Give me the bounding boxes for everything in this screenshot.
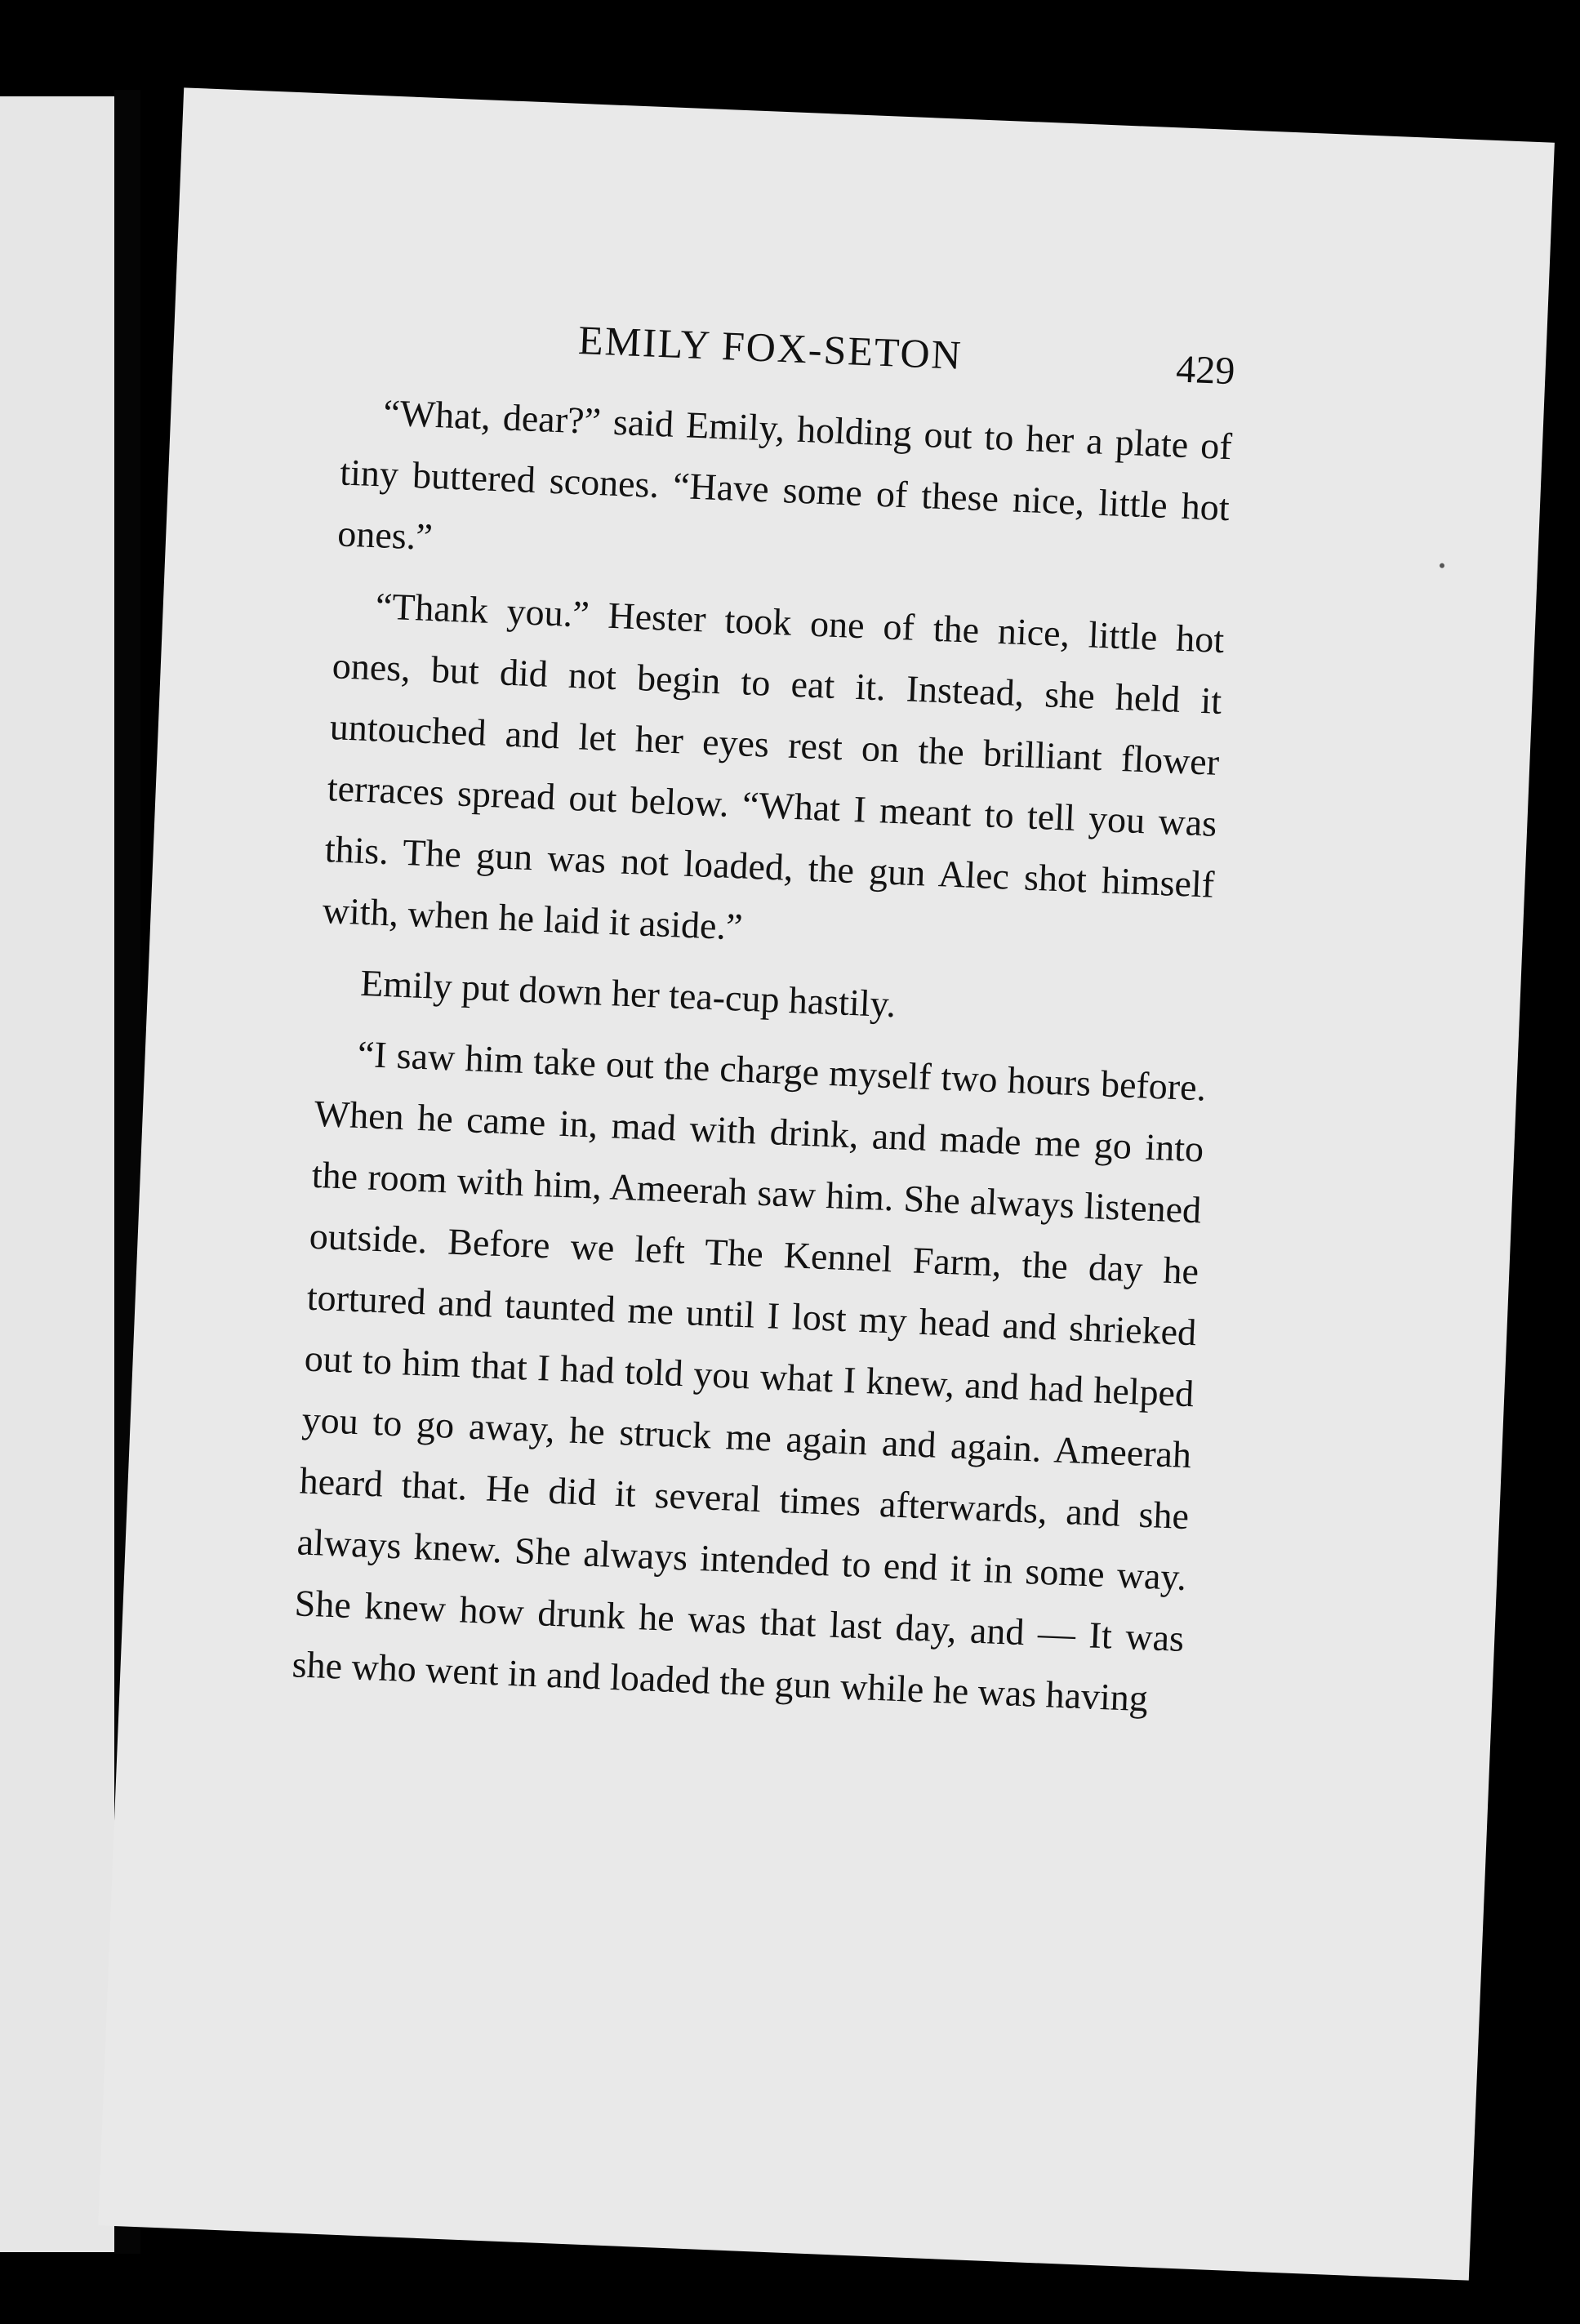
paragraph: “What, dear?” said Emily, holding out to her a plate of tiny buttered scones. “Have some of these nice, little hot ones.” bbox=[336, 391, 1233, 558]
paragraph: “I saw him take out the charge myself two hours before. When he came in, mad with drink, and made me go into the room with him, Ameerah saw him. She always listened outside. Before we left The Kennel Farm, the day he tortured and taunted me until I lost my head and shrieked out to him that I had told you what I knew, and had helped you to go away, he struck me again and again. Ameerah heard that. He did it several times afterwards, and she always knew. She always intended to end it in some way. She knew how drunk he was that last day, and — It was she who went in and loaded the gun while he was having bbox=[291, 1032, 1208, 1720]
page-number: 429 bbox=[1175, 347, 1236, 394]
running-title: EMILY FOX-SETON bbox=[577, 316, 964, 378]
page-content bbox=[291, 299, 1236, 1730]
body-text bbox=[291, 380, 1233, 1730]
scan-speck bbox=[1440, 563, 1444, 568]
paragraph: “Thank you.” Hester took one of the nice, little hot ones, but did not begin to eat it. Instead, she held it untouched and let her eyes rest on the brilliant flower terraces spread out below. “What I meant to tell you was this. The gun was not loaded, the gun Alec shot himself with, when he laid it aside.” bbox=[321, 585, 1226, 948]
book-page bbox=[98, 87, 1555, 2280]
facing-page-edge bbox=[0, 96, 114, 2252]
paragraph: Emily put down her tea-cup hastily. bbox=[359, 961, 897, 1026]
